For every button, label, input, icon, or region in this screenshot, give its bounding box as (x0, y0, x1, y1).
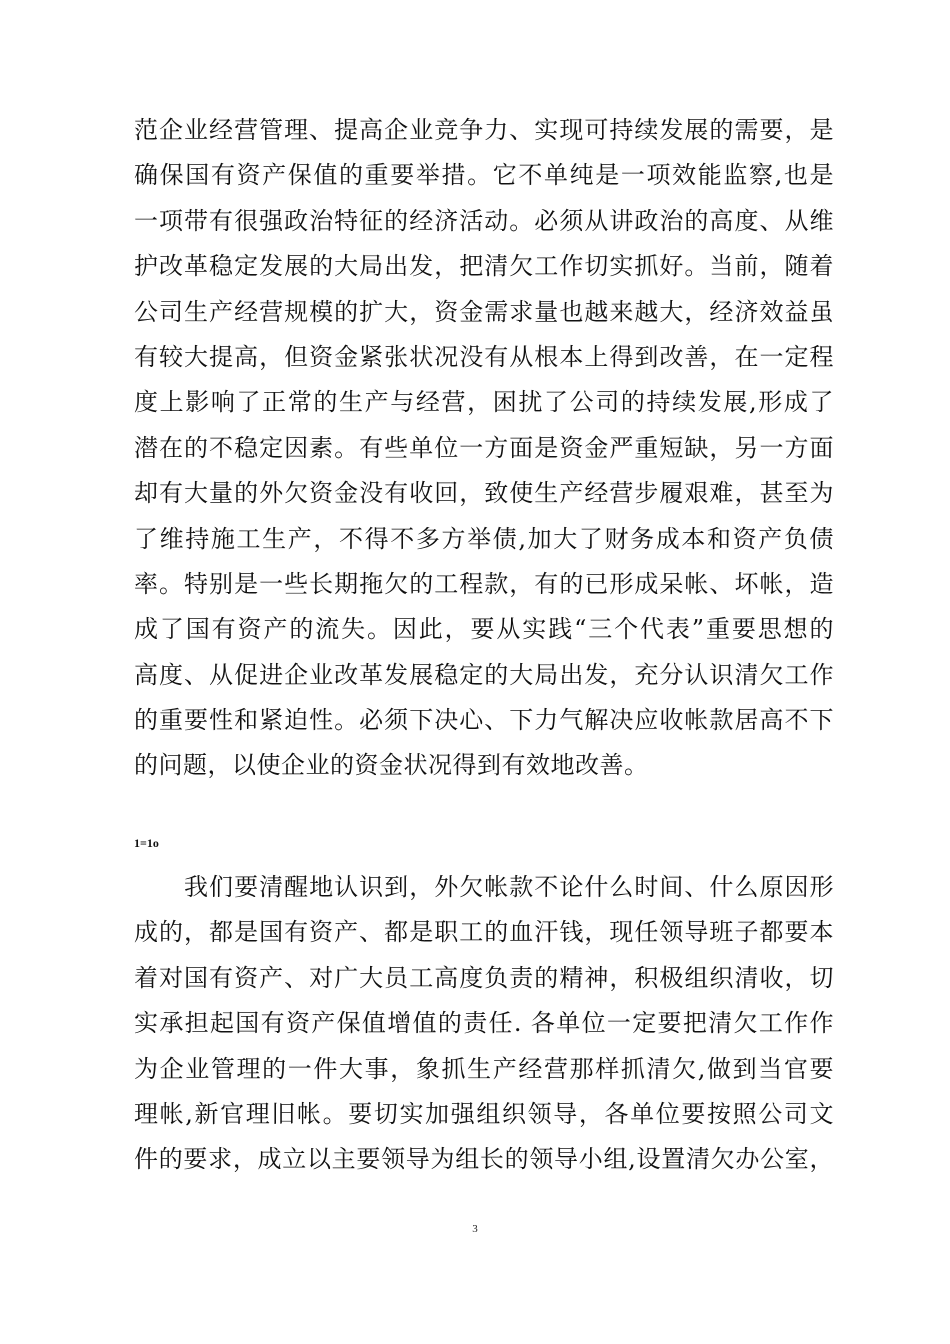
paragraph-1 (134, 108, 834, 789)
page-number: 3 (472, 1223, 478, 1235)
paragraph-2-line: 成的，都是国有资产、都是职工的血汗钱，现任领导班子都要本 (134, 918, 834, 947)
paragraph-1-line: 高度、从促进企业改革发展稳定的大局出发，充分认识清欠工作 (134, 660, 834, 689)
paragraph-1-line: 公司生产经营规模的扩大，资金需求量也越来越大，经济效益虽 (134, 297, 834, 326)
paragraph-2-line: 件的要求，成立以主要领导为组长的领导小组,设置清欠办公室， (134, 1145, 834, 1174)
field-code-marker: 1=1o (134, 836, 159, 850)
paragraph-2 (134, 865, 834, 1183)
paragraph-1-line: 有较大提高，但资金紧张状况没有从根本上得到改善，在一定程 (134, 342, 834, 371)
paragraph-1-line: 的重要性和紧迫性。必须下决心、下力气解决应收帐款居高不下 (134, 706, 834, 735)
paragraph-1-line: 度上影响了正常的生产与经营，困扰了公司的持续发展,形成了 (134, 388, 834, 417)
paragraph-2-line: 我们要清醒地认识到，外欠帐款不论什么时间、什么原因形 (134, 873, 834, 901)
paragraph-1-line: 确保国有资产保值的重要举措。它不单纯是一项效能监察,也是 (134, 161, 834, 190)
paragraph-2-line: 着对国有资产、对广大员工高度负责的精神，积极组织清收，切 (134, 963, 834, 992)
paragraph-2-line: 理帐,新官理旧帐。要切实加强组织领导，各单位要按照公司文 (134, 1099, 834, 1128)
paragraph-1-line: 潜在的不稳定因素。有些单位一方面是资金严重短缺，另一方面 (134, 433, 834, 462)
paragraph-1-line: 范企业经营管理、提高企业竞争力、实现可持续发展的需要，是 (134, 116, 834, 144)
paragraph-1-line: 一项带有很强政治特征的经济活动。必须从讲政治的高度、从维 (134, 206, 834, 235)
paragraph-1-line: 率。特别是一些长期拖欠的工程款，有的已形成呆帐、坏帐，造 (134, 569, 834, 598)
paragraph-1-line: 护改革稳定发展的大局出发，把清欠工作切实抓好。当前，随着 (134, 252, 834, 281)
paragraph-1-line: 了维持施工生产，不得不多方举债,加大了财务成本和资产负债 (134, 524, 834, 553)
paragraph-1-line: 却有大量的外欠资金没有收回，致使生产经营步履艰难，甚至为 (134, 479, 834, 508)
paragraph-2-line: 为企业管理的一件大事，象抓生产经营那样抓清欠,做到当官要 (134, 1054, 834, 1083)
paragraph-2-line: 实承担起国有资产保值增值的责任. 各单位一定要把清欠工作作 (134, 1009, 834, 1038)
paragraph-1-last-line: 的问题，以使企业的资金状况得到有效地改善。 (134, 751, 649, 780)
paragraph-1-line: 成了国有资产的流失。因此，要从实践“三个代表”重要思想的 (134, 615, 834, 644)
